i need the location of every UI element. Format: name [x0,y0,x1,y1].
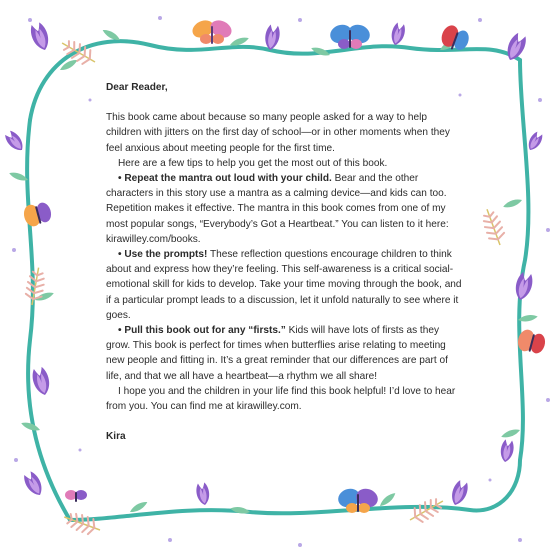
tip-body: These reflection questions encourage children to think about and express how they’re feeling. This self-awareness is a critical social-emotional skill for kids to develop. Take your time moving through the book, and if a particular prompt leads to a discussion, let it unfold naturally to see where it goes. [106,249,462,321]
signature: Kira [106,431,126,443]
tip-heading: • Use the prompts! [118,249,208,261]
salutation: Dear Reader, [106,82,168,93]
tip-mantra [106,171,462,247]
intro-paragraph: This book came about because so many people asked for a way to help children with jitters on the first day of school—or in other moments when they feel anxious about meeting people for the first time. [106,112,450,154]
tip-heading: • Pull this book out for any “firsts.” [118,325,286,337]
letter-body [106,80,462,444]
tips-intro: Here are a few tips to help you get the most out of this book. [118,157,388,169]
tip-heading: • Repeat the mantra out loud with your child. [118,173,332,185]
tip-body: Kids will have lots of firsts as they grow. This book is perfect for times when butterflies arise relating to meeting new people and fitting in. It’s a great reminder that our differences are part of life, and that we all have a heartbeat—a rhythm we all share! [106,325,448,382]
tip-body: Bear and the other characters in this story use a mantra as a calming device—and kids can too. Repetition makes it effective. The mantra in this book comes from one of my most popular songs, “Everybody’s Got a Heartbeat.” You can listen to it here: kirawilley.com/books. [106,173,449,245]
tip-prompts [106,247,462,323]
closing-paragraph: I hope you and the children in your life find this book helpful! I’d love to hear from you. You can find me at kirawilley.com. [106,385,456,413]
tip-firsts [106,323,462,384]
